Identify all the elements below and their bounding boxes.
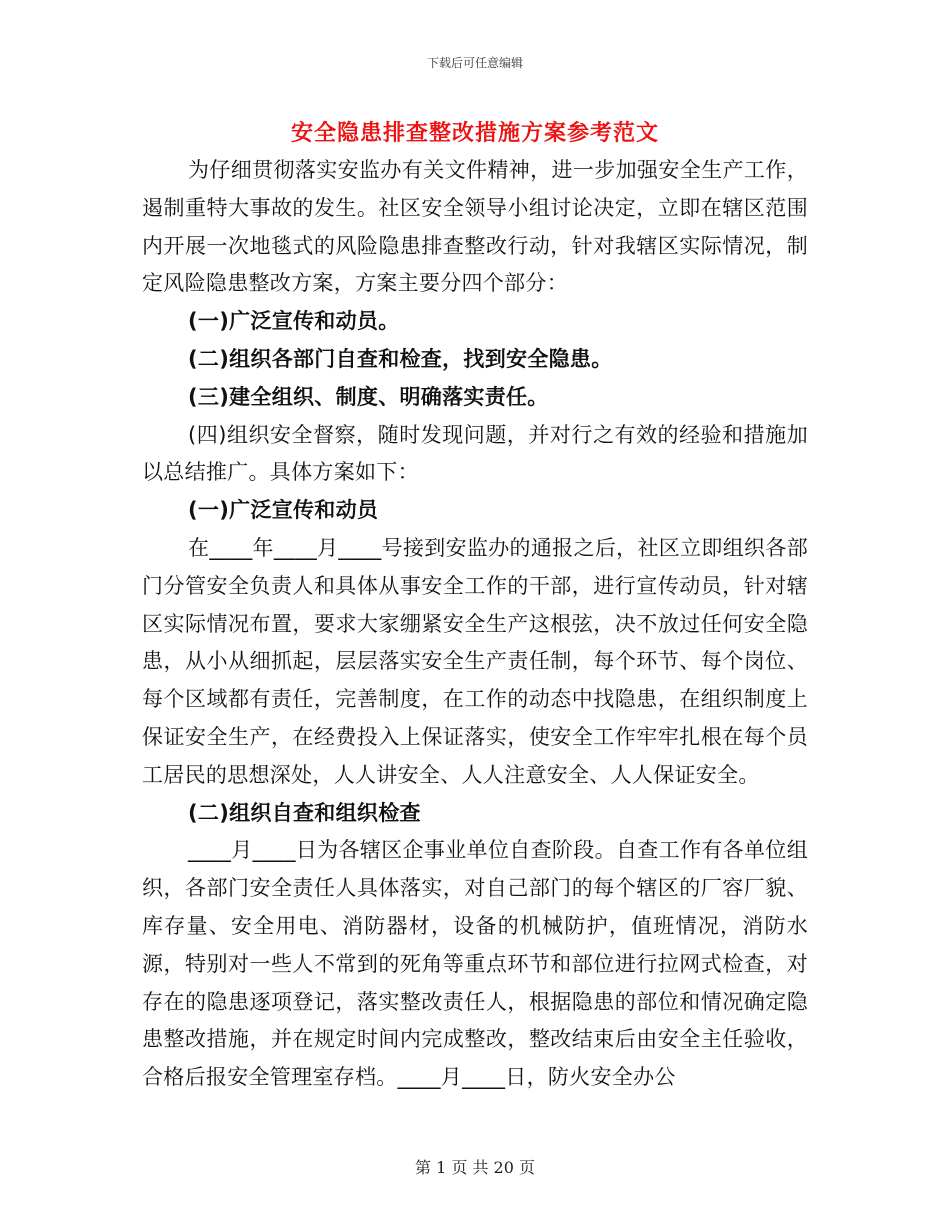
document-title: 安全隐患排查整改措施方案参考范文 xyxy=(290,121,659,146)
outline-item-1: (一)广泛宣传和动员。 xyxy=(188,309,400,334)
section-heading-inspection: (二)组织自查和组织检查 xyxy=(188,800,421,825)
section-heading-publicity: (一)广泛宣传和动员 xyxy=(188,498,379,523)
page-header-note: 下载后可任意编辑 xyxy=(426,56,523,70)
document-body xyxy=(142,152,808,1097)
paragraph-inspection: ____月____日为各辖区企事业单位自查阶段。自查工作有各单位组织，各部门安全责任人具体落实，对自己部门的每个辖区的厂容厂貌、库存量、安全用电、消防器材，设备的机械防护，值班情况，消防水源，特别对一些人不常到的死角等重点环节和部位进行拉网式检查，对存在的隐患逐项登记，落实整改责任人，根据隐患的部位和情况确定隐患整改措施，并在规定时间内完成整改，整改结束后由安全主任验收，合格后报安全管理室存档。____月____日，防火安全办公 xyxy=(142,838,808,1090)
outline-item-2: (二)组织各部门自查和检查，找到安全隐患。 xyxy=(188,346,613,371)
outline-item-3: (三)建全组织、制度、明确落实责任。 xyxy=(188,384,549,409)
paragraph-publicity: 在____年____月____号接到安监办的通报之后，社区立即组织各部门分管安全负责人和具体从事安全工作的干部，进行宣传动员，针对辖区实际情况布置，要求大家绷紧安全生产这根弦，决不放过任何安全隐患，从小从细抓起，层层落实安全生产责任制，每个环节、每个岗位、每个区域都有责任，完善制度，在工作的动态中找隐患，在组织制度上保证安全生产，在经费投入上保证落实，使安全工作牢牢扎根在每个员工居民的思想深处，人人讲安全、人人注意安全、人人保证安全。 xyxy=(142,535,808,787)
paragraph-intro: 为仔细贯彻落实安监办有关文件精神，进一步加强安全生产工作，遏制重特大事故的发生。社区安全领导小组讨论决定，立即在辖区范围内开展一次地毯式的风险隐患排查整改行动，针对我辖区实际情况，制定风险隐患整改方案，方案主要分四个部分： xyxy=(142,158,808,296)
page-number: 第 1 页 共 20 页 xyxy=(415,1158,535,1177)
outline-item-4: (四)组织安全督察，随时发现问题，并对行之有效的经验和措施加以总结推广。具体方案如下： xyxy=(142,422,808,485)
